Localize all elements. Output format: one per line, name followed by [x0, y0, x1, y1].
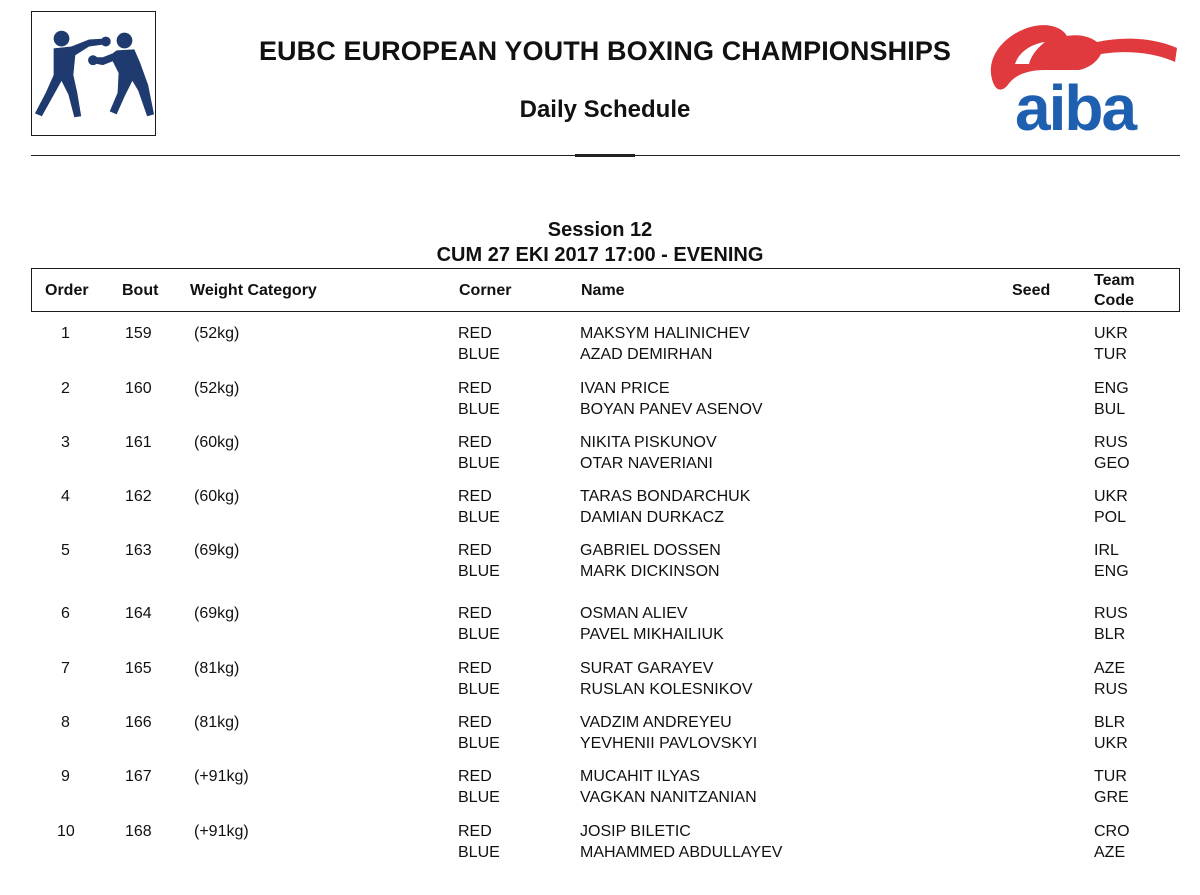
aiba-logo: [985, 14, 1185, 139]
red-corner-label: RED: [458, 605, 492, 622]
red-team-code: RUS: [1094, 605, 1128, 622]
blue-boxer-name: YEVHENII PAVLOVSKYI: [580, 735, 758, 752]
red-team-code: UKR: [1094, 488, 1128, 505]
bout-order: 5: [61, 542, 70, 559]
event-title: EUBC EUROPEAN YOUTH BOXING CHAMPIONSHIPS: [258, 36, 952, 66]
eubc-boxers-logo: [31, 11, 156, 136]
bout-order: 7: [61, 660, 70, 677]
red-boxer-name: VADZIM ANDREYEU: [580, 714, 732, 731]
red-team-code: AZE: [1094, 660, 1126, 677]
bout-row: [0, 605, 1200, 649]
bout-order: 8: [61, 714, 70, 731]
column-header-corner: Corner: [459, 282, 512, 299]
bout-row: [0, 325, 1200, 369]
bout-number: 165: [125, 660, 152, 677]
bout-order: 10: [57, 823, 75, 840]
session-title: Session 12: [547, 219, 653, 241]
blue-boxer-name: DAMIAN DURKACZ: [580, 509, 725, 526]
red-boxer-name: OSMAN ALIEV: [580, 605, 688, 622]
red-boxer-name: MAKSYM HALINICHEV: [580, 325, 750, 342]
bout-weight: (69kg): [194, 605, 240, 622]
blue-boxer-name: OTAR NAVERIANI: [580, 455, 713, 472]
column-header-weight: Weight Category: [190, 282, 317, 299]
aiba-wordmark: aiba: [1015, 72, 1136, 139]
bout-weight: (+91kg): [194, 768, 249, 785]
red-team-code: BLR: [1094, 714, 1126, 731]
bout-row: [0, 434, 1200, 478]
red-corner-label: RED: [458, 488, 492, 505]
bout-weight: (+91kg): [194, 823, 249, 840]
column-header-bout: Bout: [122, 282, 159, 299]
blue-corner-label: BLUE: [458, 789, 500, 806]
blue-boxer-name: RUSLAN KOLESNIKOV: [580, 681, 753, 698]
schedule-table-header: [31, 268, 1180, 312]
bout-number: 166: [125, 714, 152, 731]
blue-team-code: BLR: [1094, 626, 1126, 643]
aiba-glove-icon: [985, 14, 1185, 139]
column-header-name: Name: [581, 282, 625, 299]
bout-weight: (52kg): [194, 380, 240, 397]
bout-number: 162: [125, 488, 152, 505]
blue-team-code: GEO: [1094, 455, 1130, 472]
red-boxer-name: MUCAHIT ILYAS: [580, 768, 701, 785]
blue-corner-label: BLUE: [458, 455, 500, 472]
bout-weight: (60kg): [194, 434, 240, 451]
bout-row: [0, 542, 1200, 586]
bout-row: [0, 380, 1200, 424]
bout-row: [0, 714, 1200, 758]
bout-number: 161: [125, 434, 152, 451]
bout-row: [0, 660, 1200, 704]
red-corner-label: RED: [458, 768, 492, 785]
red-corner-label: RED: [458, 714, 492, 731]
red-boxer-name: TARAS BONDARCHUK: [580, 488, 751, 505]
bout-number: 160: [125, 380, 152, 397]
blue-corner-label: BLUE: [458, 401, 500, 418]
red-team-code: CRO: [1094, 823, 1130, 840]
blue-team-code: POL: [1094, 509, 1127, 526]
bout-order: 9: [61, 768, 70, 785]
bout-order: 6: [61, 605, 70, 622]
bout-order: 2: [61, 380, 70, 397]
blue-team-code: AZE: [1094, 844, 1126, 861]
red-corner-label: RED: [458, 660, 492, 677]
team-header-line2: Code: [1094, 292, 1134, 309]
bout-weight: (60kg): [194, 488, 240, 505]
blue-team-code: UKR: [1094, 735, 1128, 752]
bout-weight: (81kg): [194, 714, 240, 731]
blue-corner-label: BLUE: [458, 735, 500, 752]
red-team-code: TUR: [1094, 768, 1127, 785]
blue-team-code: RUS: [1094, 681, 1128, 698]
red-team-code: ENG: [1094, 380, 1129, 397]
bout-order: 1: [61, 325, 70, 342]
red-corner-label: RED: [458, 542, 492, 559]
bout-number: 159: [125, 325, 152, 342]
bout-weight: (81kg): [194, 660, 240, 677]
red-corner-label: RED: [458, 434, 492, 451]
bout-number: 164: [125, 605, 152, 622]
bout-order: 4: [61, 488, 70, 505]
bout-number: 168: [125, 823, 152, 840]
red-boxer-name: SURAT GARAYEV: [580, 660, 714, 677]
column-header-order: Order: [45, 282, 89, 299]
red-team-code: RUS: [1094, 434, 1128, 451]
blue-boxer-name: BOYAN PANEV ASENOV: [580, 401, 763, 418]
red-corner-label: RED: [458, 823, 492, 840]
blue-corner-label: BLUE: [458, 563, 500, 580]
red-corner-label: RED: [458, 380, 492, 397]
bout-weight: (69kg): [194, 542, 240, 559]
red-team-code: UKR: [1094, 325, 1128, 342]
red-boxer-name: IVAN PRICE: [580, 380, 670, 397]
header-divider-accent: [575, 154, 635, 157]
bout-row: [0, 823, 1200, 867]
bout-weight: (52kg): [194, 325, 240, 342]
bout-number: 163: [125, 542, 152, 559]
boxers-icon: [32, 12, 155, 135]
session-date: CUM 27 EKI 2017 17:00 - EVENING: [436, 244, 764, 266]
blue-team-code: BUL: [1094, 401, 1126, 418]
column-header-seed: Seed: [1012, 282, 1051, 299]
blue-boxer-name: MAHAMMED ABDULLAYEV: [580, 844, 783, 861]
team-header-line1: Team: [1094, 272, 1135, 289]
blue-boxer-name: PAVEL MIKHAILIUK: [580, 626, 724, 643]
blue-boxer-name: MARK DICKINSON: [580, 563, 720, 580]
red-team-code: IRL: [1094, 542, 1119, 559]
red-boxer-name: GABRIEL DOSSEN: [580, 542, 721, 559]
blue-boxer-name: VAGKAN NANITZANIAN: [580, 789, 757, 806]
blue-corner-label: BLUE: [458, 844, 500, 861]
red-corner-label: RED: [458, 325, 492, 342]
blue-team-code: TUR: [1094, 346, 1127, 363]
bout-row: [0, 488, 1200, 532]
blue-boxer-name: AZAD DEMIRHAN: [580, 346, 713, 363]
column-header-team-code: [1094, 271, 1135, 311]
blue-corner-label: BLUE: [458, 509, 500, 526]
bout-number: 167: [125, 768, 152, 785]
bout-order: 3: [61, 434, 70, 451]
blue-team-code: GRE: [1094, 789, 1129, 806]
blue-corner-label: BLUE: [458, 626, 500, 643]
document-subtitle: Daily Schedule: [519, 96, 691, 123]
red-boxer-name: JOSIP BILETIC: [580, 823, 691, 840]
blue-corner-label: BLUE: [458, 681, 500, 698]
blue-corner-label: BLUE: [458, 346, 500, 363]
blue-team-code: ENG: [1094, 563, 1129, 580]
bout-row: [0, 768, 1200, 812]
red-boxer-name: NIKITA PISKUNOV: [580, 434, 717, 451]
